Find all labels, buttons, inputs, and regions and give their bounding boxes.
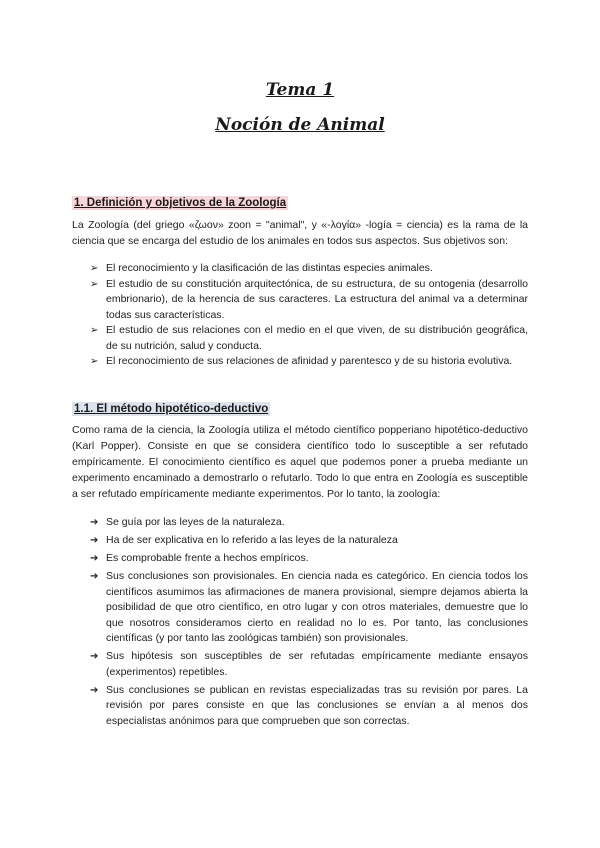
section-1-intro: La Zoología (del griego «ζωον» zoon = "animal", y «-λογία» -logía = ciencia) es la rama de la ciencia que se encarga del estudio de los animales en todos sus aspectos. Sus objetivos son: [72,219,528,247]
list-item [90,261,528,277]
arrow-bullet-icon: ➔ [90,535,99,546]
list-item-text: Sus hipótesis son susceptibles de ser refutadas empíricamente mediante ensayos (experimentos) repetibles. [106,650,528,678]
arrow-bullet-icon: ➔ [90,517,99,528]
list-item [90,683,528,730]
arrowhead-bullet-icon: ➢ [90,263,99,274]
list-item-text: El reconocimiento y la clasificación de las distintas especies animales. [106,262,433,274]
arrowhead-bullet-icon: ➢ [90,356,99,367]
zoology-properties-list [90,515,528,732]
arrow-bullet-icon: ➔ [90,571,99,582]
list-item [90,551,528,567]
list-item-text: El reconocimiento de sus relaciones de afinidad y parentesco y de su historia evolutiva. [106,355,513,367]
objectives-list [90,261,528,370]
document-subtitle: Noción de Animal [215,115,385,135]
list-item-text: Es comprobable frente a hechos empíricos. [106,552,309,564]
list-item [90,323,528,354]
arrow-bullet-icon: ➔ [90,651,99,662]
list-item-text: Sus conclusiones se publican en revistas especializadas tras su revisión por pares. La revisión por pares consiste en que las conclusiones se envían a al menos dos especialistas anónimos para que comprueben que son correctas. [106,683,528,727]
list-item [90,515,528,531]
document-title: Tema 1 [265,80,335,100]
arrow-bullet-icon: ➔ [90,684,99,696]
section-1-1-intro: Como rama de la ciencia, la Zoología utiliza el método científico popperiano hipotético-deductivo (Karl Popper). Consiste en que se considera científico todo lo susceptible a ser refutado empíricamente. El conocimiento científico es aquel que podemos poner a prueba mediante un experimento encaminado a demostrarlo o refutarlo. Todo lo que entra en Zoología es susceptible a ser refutado empíricamente mediante experimentos. Por lo tanto, la zoología: [72,424,528,500]
list-item [90,354,528,370]
list-item-text: El estudio de sus relaciones con el medio en el que viven, de su distribución geográfica, de su nutrición, salud y conducta. [106,324,528,352]
list-item [90,649,528,680]
arrowhead-bullet-icon: ➢ [90,325,99,336]
section-1-heading: 1. Definición y objetivos de la Zoología [74,197,287,209]
arrowhead-bullet-icon: ➢ [90,278,99,290]
list-item [90,277,528,324]
section-1-1-heading: 1.1. El método hipotético-deductivo [74,403,269,415]
list-item [90,569,528,647]
list-item-text: El estudio de su constitución arquitectónica, de su estructura, de su ontogenia (desarrollo embrionario), de la herencia de sus caracteres. La estructura del animal va a determinar todas sus características. [106,277,528,321]
list-item [90,533,528,549]
list-item-text: Sus conclusiones son provisionales. En ciencia nada es categórico. En ciencia todos los científicos asumimos las afirmaciones de manera provisional, siempre dejamos abierta la posibilidad de que otro científico, en otro lugar y con otros materiales, demuestre que lo que nosotros consideramos cierto en realidad no lo es. Por tanto, las conclusiones científicas (y por tanto las zoológicas también) son provisionales. [106,570,528,644]
arrow-bullet-icon: ➔ [90,553,99,564]
list-item-text: Se guía por las leyes de la naturaleza. [106,516,285,528]
list-item-text: Ha de ser explicativa en lo referido a las leyes de la naturaleza [106,534,398,546]
